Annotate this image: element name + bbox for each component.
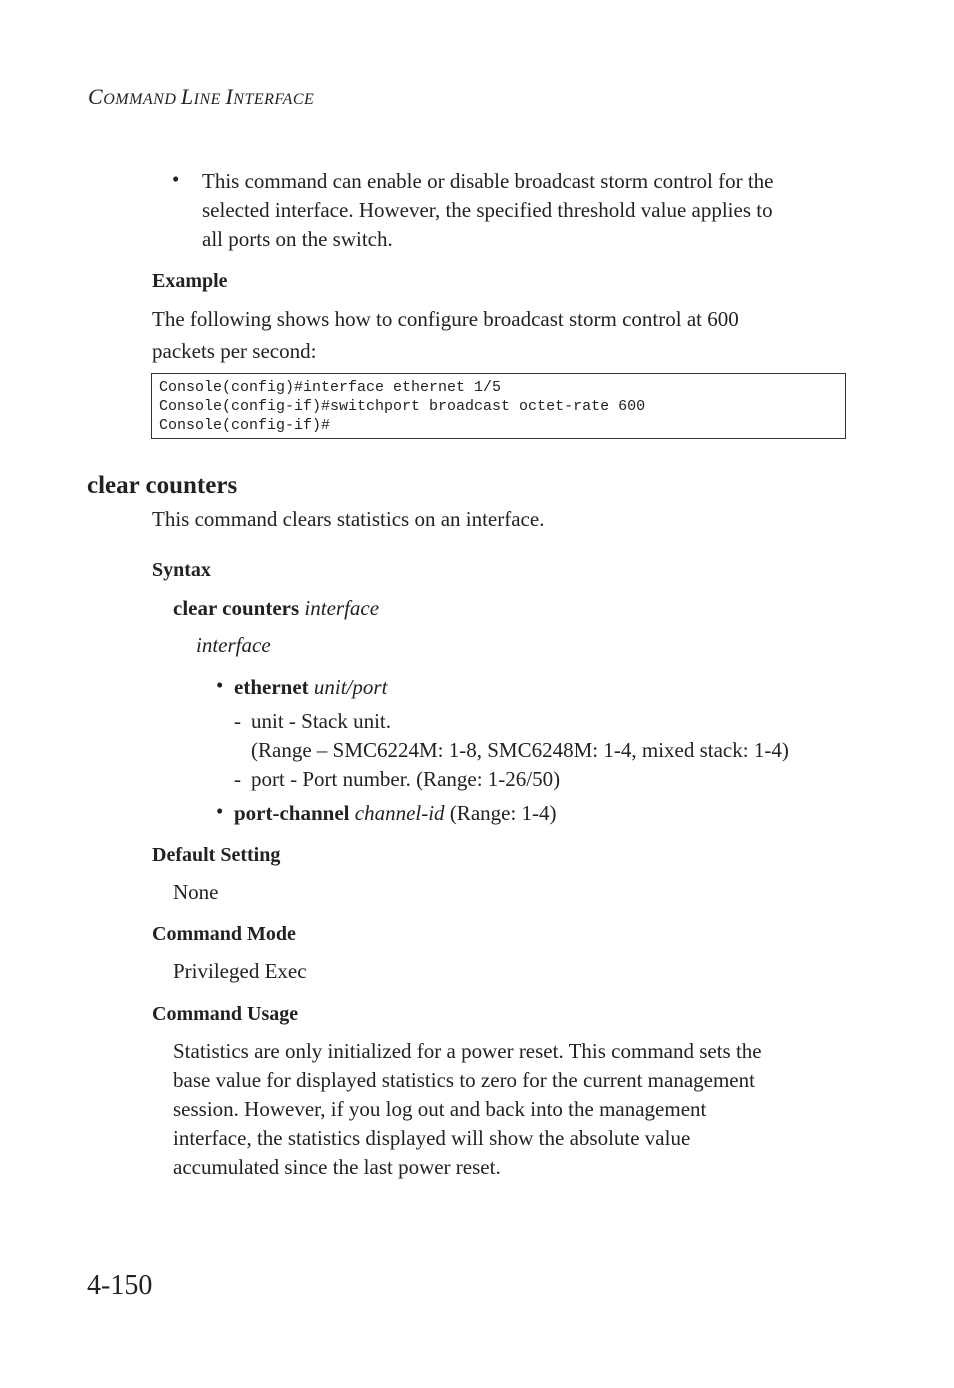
syntax-command (173, 594, 379, 623)
section-title: clear counters (87, 472, 238, 499)
header-c3: I (225, 84, 234, 109)
intro-bullet-line: selected interface. However, the specified threshold value applies to (202, 198, 773, 222)
header-c1: C (88, 84, 104, 109)
command-usage-line: interface, the statistics displayed will show the absolute value (173, 1126, 691, 1150)
section-description: This command clears statistics on an interface. (152, 507, 545, 531)
command-usage-line: accumulated since the last power reset. (173, 1155, 501, 1179)
intro-bullet-line: all ports on the switch. (202, 227, 393, 251)
command-usage-heading: Command Usage (152, 1003, 299, 1025)
intro-bullet-dot: • (172, 167, 180, 191)
command-usage-line: session. However, if you log out and back into the management (173, 1097, 707, 1121)
unit-description (251, 707, 789, 765)
port-channel-keyword: port-channel (234, 801, 350, 825)
intro-bullet-text (202, 167, 773, 254)
code-line: Console(config)#interface ethernet 1/5 (159, 379, 502, 396)
example-line: The following shows how to configure broadcast storm control at 600 (152, 307, 739, 331)
port-description: port - Port number. (Range: 1-26/50) (251, 767, 561, 791)
port-channel-range: (Range: 1-4) (449, 801, 557, 825)
ethernet-option (234, 673, 387, 702)
intro-bullet-line: This command can enable or disable broadcast storm control for the (202, 169, 774, 193)
port-channel-arg: channel-id (354, 801, 445, 825)
port-dash: - (234, 767, 241, 791)
header-r3: NTERFACE (233, 91, 315, 108)
code-line: Console(config-if)# (159, 417, 331, 434)
command-usage-line: base value for displayed statistics to zero for the current management (173, 1068, 755, 1092)
command-usage-text (173, 1037, 762, 1182)
code-line: Console(config-if)#switchport broadcast octet-rate 600 (159, 398, 646, 415)
command-mode-heading: Command Mode (152, 923, 296, 945)
syntax-param-name: interface (196, 633, 271, 657)
syntax-command-param: interface (304, 596, 380, 620)
code-example-box (151, 373, 846, 439)
header-r1: OMMAND (103, 91, 181, 108)
port-channel-option (234, 799, 557, 828)
example-description (152, 303, 739, 367)
unit-dash: - (234, 709, 241, 733)
page-number: 4-150 (87, 1270, 153, 1301)
command-usage-line: Statistics are only initialized for a power reset. This command sets the (173, 1039, 762, 1063)
syntax-command-keyword: clear counters (173, 596, 300, 620)
default-setting-value: None (173, 880, 219, 904)
example-line: packets per second: (152, 339, 317, 363)
example-heading: Example (152, 270, 228, 292)
ethernet-keyword: ethernet (234, 675, 309, 699)
header-c2: L (180, 84, 194, 109)
ethernet-bullet-dot: • (216, 673, 224, 697)
running-header (88, 84, 314, 110)
command-mode-value: Privileged Exec (173, 959, 307, 983)
header-r2: INE (193, 91, 226, 108)
unit-line: unit - Stack unit. (251, 709, 391, 733)
default-setting-heading: Default Setting (152, 844, 281, 866)
unit-range: (Range – SMC6224M: 1-8, SMC6248M: 1-4, mixed stack: 1-4) (251, 738, 789, 762)
ethernet-arg: unit/port (313, 675, 388, 699)
port-channel-bullet-dot: • (216, 799, 224, 823)
syntax-heading: Syntax (152, 559, 211, 581)
